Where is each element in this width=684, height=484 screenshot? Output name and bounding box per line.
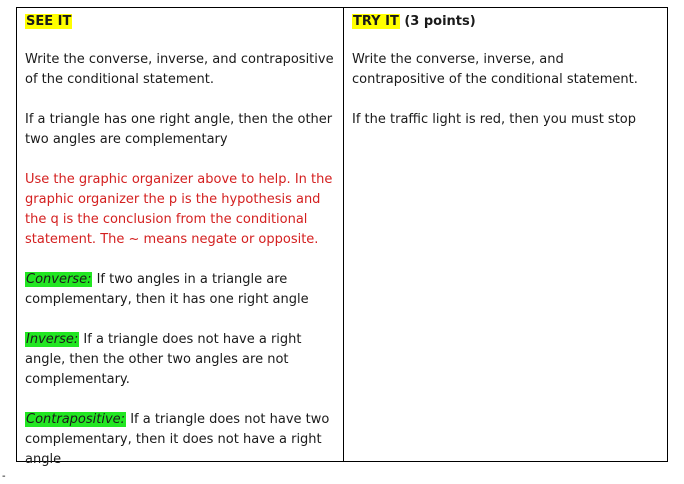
converse-label: Converse: xyxy=(26,272,92,287)
inverse-answer xyxy=(25,330,335,390)
contrapositive-label: Contrapositive: xyxy=(26,412,126,427)
corner-mark: - xyxy=(2,471,6,482)
see-it-heading-label: SEE IT xyxy=(26,14,72,29)
see-it-heading xyxy=(25,12,335,32)
see-it-instruction: Write the converse, inverse, and contrapositive of the conditional statement. xyxy=(25,52,334,87)
try-it-points: (3 points) xyxy=(399,14,476,29)
try-it-instruction: Write the converse, inverse, and contrapositive of the conditional statement. xyxy=(352,52,638,87)
contrapositive-answer xyxy=(25,410,335,470)
try-it-heading xyxy=(352,12,659,32)
see-it-try-it-table xyxy=(16,7,668,467)
inverse-text: If a triangle does not have a right angle, then the other two angles are not complementary. xyxy=(25,332,302,387)
contrapositive-text: If a triangle does not have two complementary, then it does not have a right angle xyxy=(25,412,330,467)
see-it-help-note: Use the graphic organizer above to help. In the graphic organizer the p is the hypothesis and the q is the conclusion from the conditional statement. The ~ means negate or opposite. xyxy=(25,172,333,247)
try-it-column xyxy=(344,8,667,461)
inverse-label: Inverse: xyxy=(26,332,79,347)
converse-answer xyxy=(25,270,335,310)
see-it-column xyxy=(17,8,344,467)
converse-text: If two angles in a triangle are complementary, then it has one right angle xyxy=(25,272,309,307)
try-it-heading-label: TRY IT xyxy=(353,14,399,29)
see-it-conditional-statement: If a triangle has one right angle, then the other two angles are complementary xyxy=(25,112,333,147)
try-it-conditional-statement: If the traffic light is red, then you must stop xyxy=(352,112,637,127)
